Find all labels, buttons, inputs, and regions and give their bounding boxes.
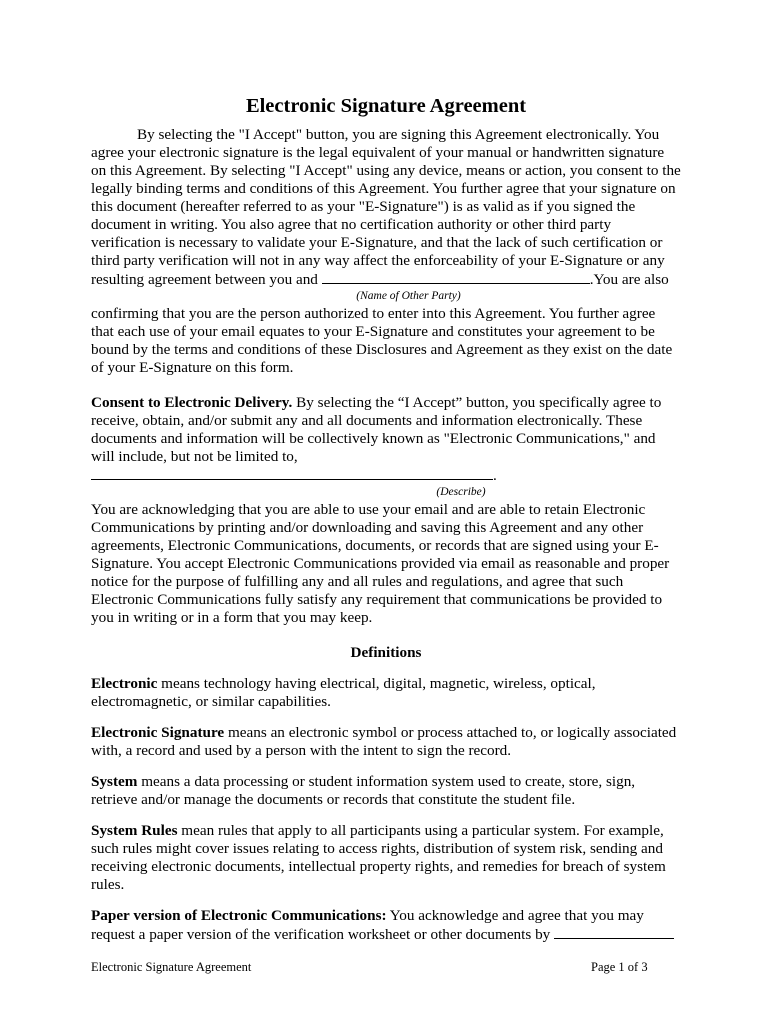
intro-text: By selecting the "I Accept" button, you are signing this Agreement electronically. You agree your electronic signature is the legal equivalent of your manual or handwritten signature on this Agreement. By selecting "I Accept" using any device, means or action, you consent to the legally binding terms and conditions of this Agreement. You further agree that your signature on this document (hereafter referred to as your "E-Signature") is as valid as if you signed the document in writing. You also agree that no certification authority or other third party verification is necessary to validate your E-Signature, and that the lack of such certification or third party verification will not in any way affect the enforceability of your E-Signature or any resulting agreement between you and — [91, 126, 681, 288]
document-body — [91, 92, 681, 944]
consent-text: By selecting the “I Accept” button, you specifically agree to receive, obtain, and/or submit any and all documents and information electronically. These documents and information will be collectively known as "Electronic Communications," and will include, but not be limited to, — [91, 394, 662, 465]
definition-text: You acknowledge and agree that you may request a paper version of the verification worksheet or other documents by — [91, 907, 644, 943]
consent-continuation: You are acknowledging that you are able to use your email and are able to retain Electronic Communications by printing and/or downloading and saving this Agreement and any other agreements, Electronic Communications, documents, or records that are signed using your E-Signature. You accept Electronic Communications provided via email as reasonable and proper notice for the purpose of fulfilling any and all rules and regulations, and agree that such Electronic Communications fully satisfy any requirement that communications be provided to you in writing or in a form that you may keep. — [91, 501, 670, 626]
document-title: Electronic Signature Agreement — [245, 95, 527, 117]
definition-term: Electronic Signature — [91, 724, 225, 741]
page-number: Page 1 of 3 — [591, 960, 648, 974]
definition-term: System Rules — [91, 822, 178, 839]
definition-text: means a data processing or student information system used to create, store, sign, retrieve and/or manage the documents or records that constitute the student file. — [91, 773, 636, 808]
consent-heading: Consent to Electronic Delivery. — [91, 394, 293, 411]
definition-system — [91, 773, 681, 809]
consent-after-blank: . — [493, 467, 497, 484]
definition-text: means technology having electrical, digital, magnetic, wireless, optical, electromagnetic, or similar capabilities. — [91, 675, 596, 710]
other-party-blank — [322, 270, 590, 284]
definition-term: Paper version of Electronic Communications: — [91, 907, 387, 924]
definition-term: System — [91, 773, 138, 790]
definition-electronic — [91, 675, 681, 711]
other-party-caption: (Name of Other Party) — [356, 290, 461, 302]
definition-text: mean rules that apply to all participants using a particular system. For example, such rules might cover issues relating to access rights, distribution of system risk, sending and receiving electronic documents, intellectual property rights, and remedies for breach of system rules. — [91, 822, 666, 893]
describe-blank — [91, 466, 493, 480]
definition-text: means an electronic symbol or process attached to, or logically associated with, a record and used by a person with the intent to sign the record. — [91, 724, 677, 759]
definition-electronic-signature — [91, 724, 681, 760]
footer-title: Electronic Signature Agreement — [91, 960, 252, 974]
describe-caption: (Describe) — [436, 486, 486, 498]
definitions-heading: Definitions — [350, 644, 422, 661]
definition-paper-version — [91, 907, 681, 944]
definition-term: Electronic — [91, 675, 158, 692]
request-method-blank — [554, 925, 674, 939]
intro-paragraph — [91, 126, 681, 289]
definition-system-rules — [91, 822, 681, 894]
intro-after-blank: .You are also — [589, 271, 669, 288]
intro-continuation: confirming that you are the person authorized to enter into this Agreement. You further agree that each use of your email equates to your E-Signature and constitutes your agreement to be bound by the terms and conditions of these Disclosures and Agreement as they exist on the date of your E-Signature on this form. — [91, 305, 673, 376]
consent-paragraph — [91, 394, 681, 485]
